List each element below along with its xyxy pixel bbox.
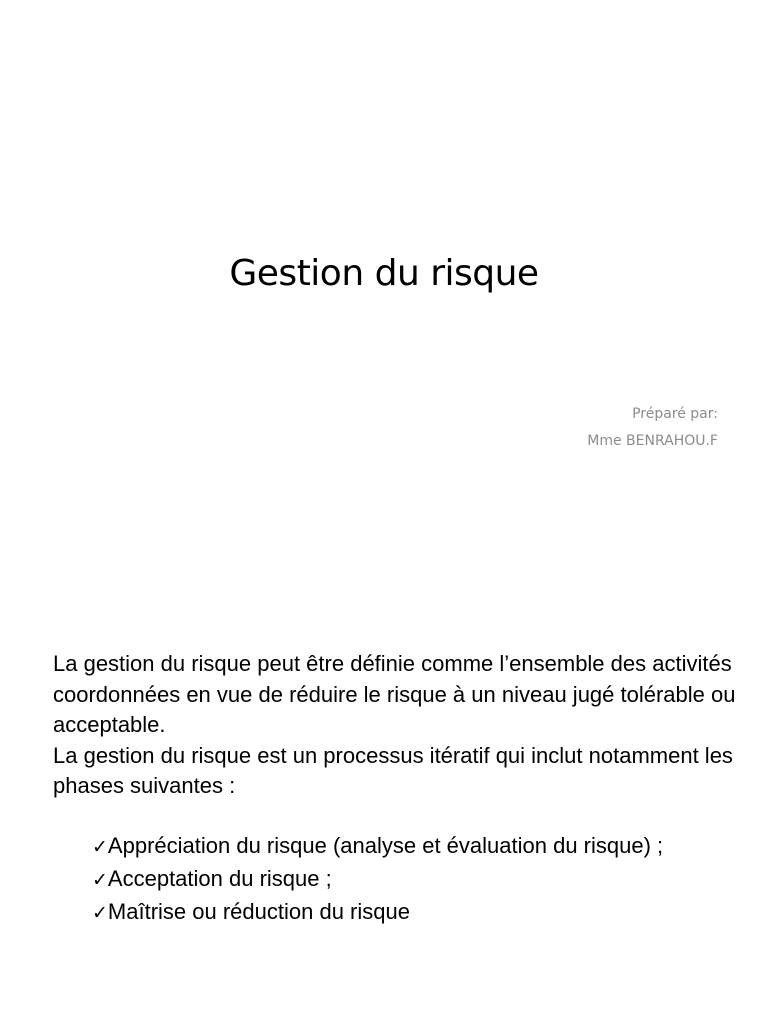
definition-paragraph: La gestion du risque peut être définie comme l’ensemble des activités coordonnées en vue de réduire le risque à un niveau jugé tolérable ou acceptable. — [53, 651, 736, 737]
prepared-by-label: Préparé par: — [632, 406, 718, 422]
presentation-title: Gestion du risque — [229, 253, 539, 294]
list-item — [92, 863, 732, 896]
process-paragraph: La gestion du risque est un processus itératif qui inclut notamment les phases suivantes : — [53, 742, 733, 798]
phase-label: Maîtrise ou réduction du risque — [107, 899, 410, 924]
phase-list — [92, 830, 732, 929]
definition-text — [53, 649, 743, 802]
list-item — [92, 896, 732, 929]
author-block — [587, 401, 718, 455]
check-icon: ✓ — [92, 902, 108, 924]
check-icon: ✓ — [92, 869, 108, 891]
list-item — [92, 830, 732, 863]
check-icon: ✓ — [92, 836, 108, 858]
phase-label: Appréciation du risque (analyse et évaluation du risque) ; — [107, 833, 664, 858]
author-name: Mme BENRAHOU.F — [587, 433, 718, 449]
phase-label: Acceptation du risque ; — [107, 866, 332, 891]
definition-slide — [0, 512, 768, 1024]
